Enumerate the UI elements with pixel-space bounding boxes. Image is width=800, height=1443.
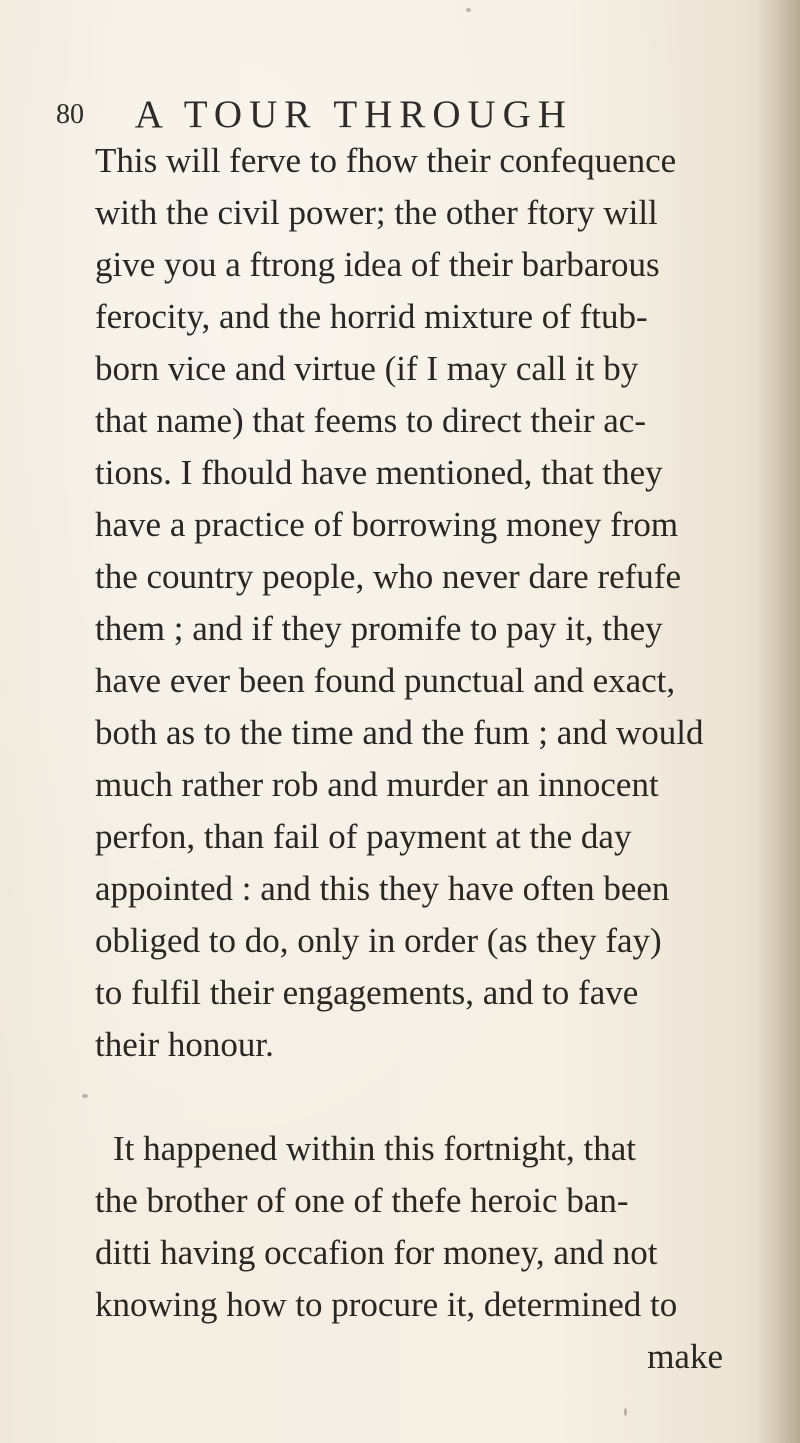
- text-line: obliged to do, only in order (as they fay): [95, 921, 662, 960]
- paragraph-1: [95, 135, 725, 1071]
- text-line: much rather rob and murder an innocent: [95, 765, 659, 804]
- paragraph-gap: [95, 1071, 725, 1123]
- text-line: appointed : and this they have often been: [95, 869, 670, 908]
- running-title: A TOUR THROUGH: [134, 93, 573, 136]
- running-head: [56, 92, 696, 140]
- text-line: ferocity, and the horrid mixture of ftub-: [95, 297, 648, 336]
- paragraph-2: [95, 1123, 725, 1383]
- paper-speck: [420, 1250, 423, 1253]
- text-line: knowing how to procure it, determined to: [95, 1285, 678, 1324]
- text-line: the brother of one of thefe heroic ban-: [95, 1181, 629, 1220]
- catchword: make: [647, 1337, 723, 1376]
- text-line: their honour.: [95, 1025, 274, 1064]
- text-line: It happened within this fortnight, that: [113, 1129, 636, 1168]
- text-line: with the civil power; the other ftory will: [95, 193, 658, 232]
- page-gutter-shadow: [758, 0, 800, 1443]
- text-line: ditti having occafion for money, and not: [95, 1233, 658, 1272]
- text-line: both as to the time and the fum ; and would: [95, 713, 704, 752]
- text-line: This will ferve to fhow their confequence: [95, 141, 677, 180]
- text-line: perfon, than fail of payment at the day: [95, 817, 632, 856]
- text-line: them ; and if they promife to pay it, they: [95, 609, 663, 648]
- page-number: 80: [56, 99, 84, 130]
- paper-speck: [624, 1408, 627, 1416]
- text-line: have ever been found punctual and exact,: [95, 661, 676, 700]
- text-line: the country people, who never dare refufe: [95, 557, 681, 596]
- body-text: [95, 135, 725, 1383]
- text-line: to fulfil their engagements, and to fave: [95, 973, 639, 1012]
- paper-speck: [82, 1094, 88, 1098]
- text-line: tions. I fhould have mentioned, that they: [95, 453, 663, 492]
- paper-speck: [466, 8, 471, 12]
- text-line: have a practice of borrowing money from: [95, 505, 679, 544]
- text-line: that name) that feems to direct their ac-: [95, 401, 646, 440]
- text-line: give you a ftrong idea of their barbarous: [95, 245, 660, 284]
- text-line: born vice and virtue (if I may call it by: [95, 349, 639, 388]
